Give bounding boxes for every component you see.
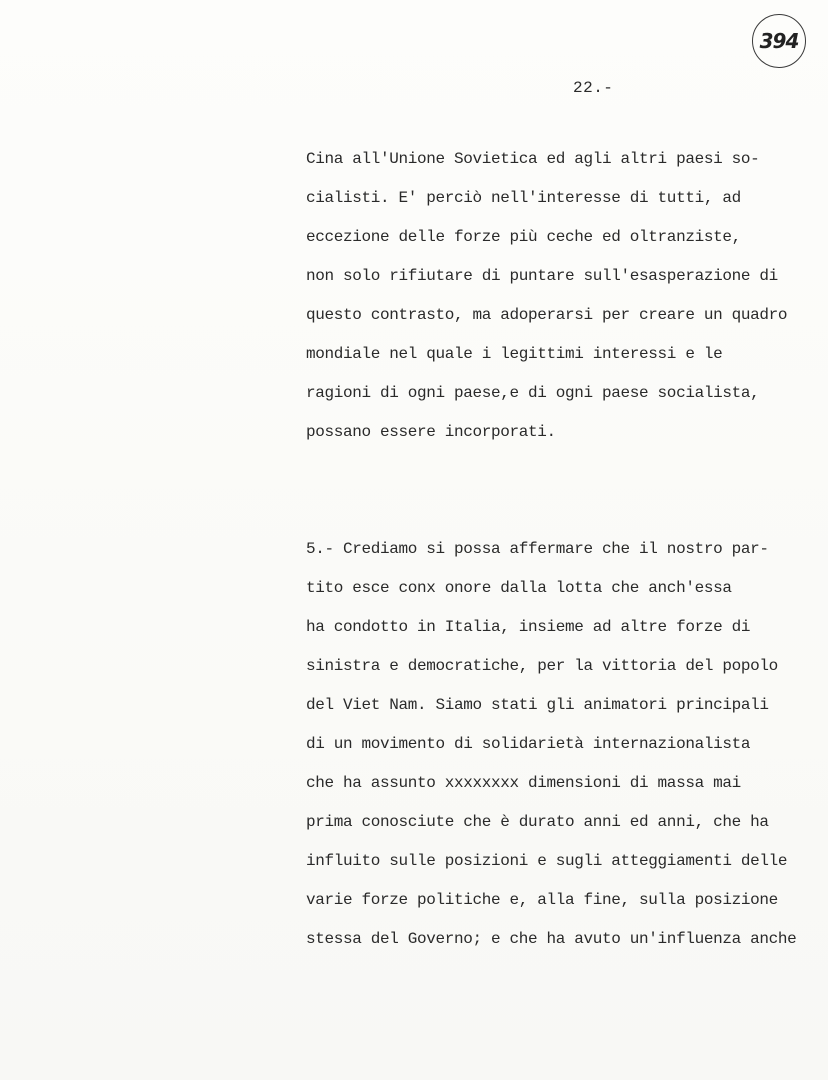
text-line: possano essere incorporati. <box>306 423 556 441</box>
text-line: mondiale nel quale i legittimi interessi e le <box>306 345 723 363</box>
text-line: questo contrasto, ma adoperarsi per creare un quadro <box>306 306 788 324</box>
text-line: ha condotto in Italia, insieme ad altre forze di <box>306 618 751 636</box>
text-line: ragioni di ogni paese,e di ogni paese socialista, <box>306 384 760 402</box>
text-line: cialisti. E' perciò nell'interesse di tutti, ad <box>306 189 741 207</box>
text-line: stessa del Governo; e che ha avuto un'influenza anche <box>306 930 797 948</box>
text-line: 5.- Crediamo si possa affermare che il nostro par- <box>306 540 769 558</box>
archive-number-stamp: 394 <box>752 14 806 68</box>
text-line: Cina all'Unione Sovietica ed agli altri paesi so- <box>306 150 760 168</box>
text-line: tito esce conx onore dalla lotta che anch'essa <box>306 579 732 597</box>
text-line: varie forze politiche e, alla fine, sulla posizione <box>306 891 778 909</box>
text-line: del Viet Nam. Siamo stati gli animatori principali <box>306 696 769 714</box>
text-line: non solo rifiutare di puntare sull'esasperazione di <box>306 267 778 285</box>
text-line: che ha assunto xxxxxxxx dimensioni di massa mai <box>306 774 741 792</box>
text-line: prima conosciute che è durato anni ed anni, che ha <box>306 813 769 831</box>
text-line: di un movimento di solidarietà internazionalista <box>306 735 751 753</box>
text-line: influito sulle posizioni e sugli atteggiamenti delle <box>306 852 788 870</box>
text-line: eccezione delle forze più ceche ed oltranziste, <box>306 228 741 246</box>
page-number: 22.- <box>573 79 614 97</box>
text-line: sinistra e democratiche, per la vittoria del popolo <box>306 657 778 675</box>
